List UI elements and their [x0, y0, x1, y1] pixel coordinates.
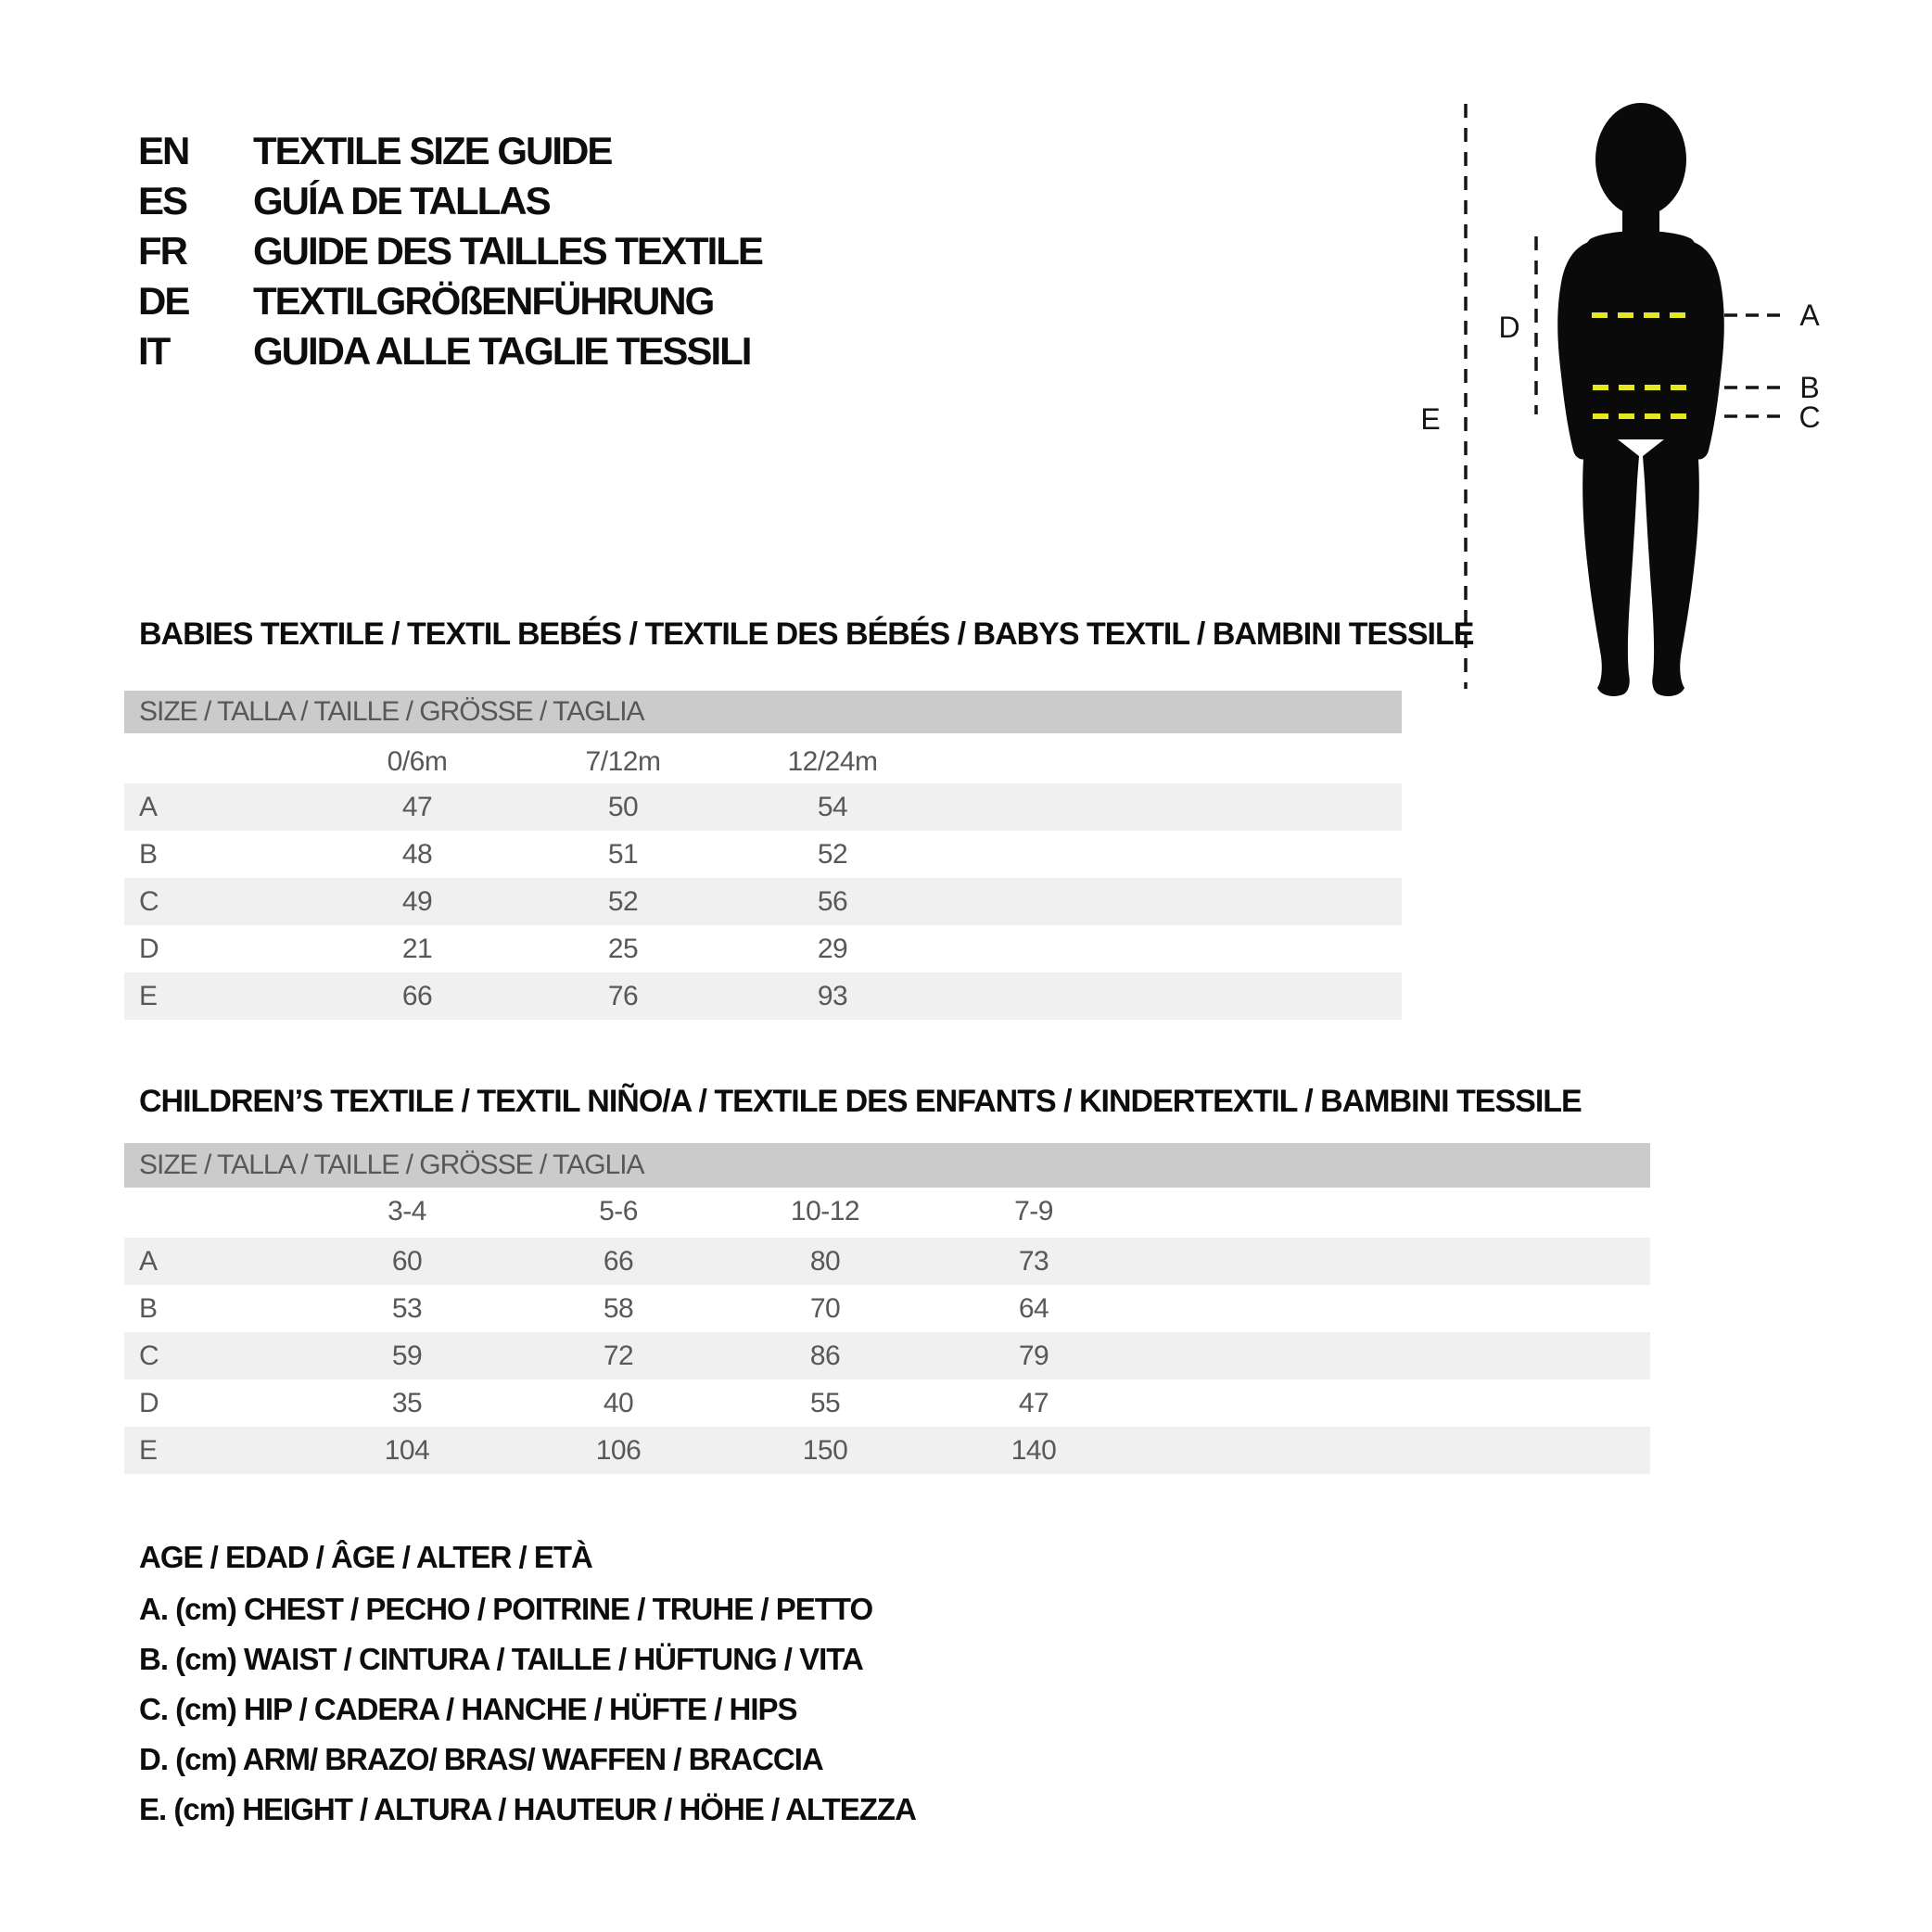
- lang-title: TEXTILE SIZE GUIDE: [253, 129, 612, 172]
- table-cell: 35: [391, 1388, 423, 1418]
- table-cell: 51: [607, 839, 639, 870]
- lang-code: FR: [138, 229, 186, 273]
- row-label: D: [139, 1388, 159, 1418]
- figure-label-b: B: [1799, 371, 1820, 404]
- babies-column-header-row: [124, 742, 1402, 782]
- table-cell: 55: [809, 1388, 841, 1418]
- row-label: C: [139, 1341, 159, 1371]
- table-cell: 106: [595, 1435, 642, 1466]
- children-size-header-bar: [124, 1143, 1650, 1188]
- children-table-row-b: [124, 1285, 1650, 1332]
- row-label: D: [139, 934, 159, 964]
- table-cell: 52: [607, 886, 639, 917]
- lang-code: ES: [138, 179, 187, 222]
- babies-table-row-b: [124, 831, 1402, 878]
- table-cell: 47: [1018, 1388, 1049, 1418]
- children-column-header: 5-6: [599, 1196, 638, 1227]
- children-table-row-e: [124, 1427, 1650, 1474]
- figure-label-a: A: [1799, 299, 1820, 332]
- table-cell: 52: [817, 839, 848, 870]
- table-cell: 93: [817, 981, 848, 1011]
- table-cell: 150: [802, 1435, 848, 1466]
- babies-column-header: 12/24m: [787, 746, 878, 777]
- lang-code: DE: [138, 279, 189, 323]
- table-cell: 66: [603, 1246, 634, 1277]
- table-cell: 79: [1018, 1341, 1049, 1371]
- children-table-row-c: [124, 1332, 1650, 1379]
- legend-line-hip: C. (cm) HIP / CADERA / HANCHE / HÜFTE / HIPS: [139, 1692, 797, 1726]
- table-cell: 58: [603, 1293, 634, 1324]
- legend-line-height: E. (cm) HEIGHT / ALTURA / HAUTEUR / HÖHE / ALTEZZA: [139, 1792, 916, 1826]
- children-table-row-d: [124, 1379, 1650, 1427]
- table-cell: 60: [391, 1246, 423, 1277]
- table-cell: 80: [809, 1246, 841, 1277]
- lang-title: TEXTILGRÖßENFÜHRUNG: [253, 279, 714, 323]
- children-table-row-a: [124, 1238, 1650, 1285]
- table-cell: 53: [391, 1293, 423, 1324]
- children-column-header: 3-4: [388, 1196, 426, 1227]
- child-silhouette: [1557, 103, 1724, 696]
- legend-line-arm: D. (cm) ARM/ BRAZO/ BRAS/ WAFFEN / BRACCIA: [139, 1742, 823, 1776]
- lang-title: GUIDE DES TAILLES TEXTILE: [253, 229, 762, 273]
- table-cell: 47: [401, 792, 433, 822]
- babies-table-row-c: [124, 878, 1402, 925]
- children-column-header: 10-12: [790, 1196, 860, 1227]
- babies-table-row-a: [124, 783, 1402, 831]
- row-label: E: [139, 981, 158, 1011]
- table-cell: 140: [1010, 1435, 1057, 1466]
- row-label: E: [139, 1435, 158, 1466]
- lang-title: GUIDA ALLE TAGLIE TESSILI: [253, 329, 751, 373]
- babies-size-header-text: SIZE / TALLA / TAILLE / GRÖSSE / TAGLIA: [139, 696, 644, 727]
- legend-line-waist: B. (cm) WAIST / CINTURA / TAILLE / HÜFTUNG / VITA: [139, 1642, 863, 1676]
- table-cell: 50: [607, 792, 639, 822]
- babies-column-header: 0/6m: [387, 746, 448, 777]
- row-label: A: [139, 792, 158, 822]
- babies-column-header: 7/12m: [585, 746, 661, 777]
- table-cell: 25: [607, 934, 639, 964]
- table-cell: 104: [384, 1435, 430, 1466]
- children-column-header-row: [124, 1191, 1650, 1232]
- babies-size-header-bar: [124, 691, 1402, 733]
- table-cell: 54: [817, 792, 848, 822]
- table-cell: 66: [401, 981, 433, 1011]
- table-cell: 49: [401, 886, 433, 917]
- table-cell: 21: [401, 934, 433, 964]
- table-cell: 29: [817, 934, 848, 964]
- legend-line-age: AGE / EDAD / ÂGE / ALTER / ETÀ: [139, 1540, 592, 1574]
- row-label: B: [139, 839, 158, 870]
- babies-table-row-e: [124, 972, 1402, 1020]
- lang-line-it: [138, 329, 750, 374]
- figure-label-d: D: [1498, 311, 1520, 344]
- lang-line-fr: [138, 229, 762, 273]
- children-column-header: 7-9: [1014, 1196, 1053, 1227]
- figure-label-c: C: [1799, 400, 1821, 434]
- babies-section-heading: BABIES TEXTILE / TEXTIL BEBÉS / TEXTILE DES BÉBÉS / BABYS TEXTIL / BAMBINI TESSILE: [139, 616, 1474, 652]
- lang-line-es: [138, 179, 550, 223]
- table-cell: 70: [809, 1293, 841, 1324]
- table-cell: 64: [1018, 1293, 1049, 1324]
- table-cell: 40: [603, 1388, 634, 1418]
- row-label: C: [139, 886, 159, 917]
- legend-line-chest: A. (cm) CHEST / PECHO / POITRINE / TRUHE / PETTO: [139, 1592, 873, 1626]
- table-cell: 76: [607, 981, 639, 1011]
- children-section-heading: CHILDREN’S TEXTILE / TEXTIL NIÑO/A / TEXTILE DES ENFANTS / KINDERTEXTIL / BAMBINI TESSILE: [139, 1084, 1582, 1119]
- children-size-header-text: SIZE / TALLA / TAILLE / GRÖSSE / TAGLIA: [139, 1150, 644, 1180]
- figure-label-e: E: [1420, 402, 1441, 436]
- babies-table-row-d: [124, 925, 1402, 972]
- table-cell: 48: [401, 839, 433, 870]
- lang-title: GUÍA DE TALLAS: [253, 179, 550, 222]
- table-cell: 73: [1018, 1246, 1049, 1277]
- lang-line-en: [138, 129, 611, 173]
- row-label: B: [139, 1293, 158, 1324]
- table-cell: 56: [817, 886, 848, 917]
- lang-code: EN: [138, 129, 189, 172]
- table-cell: 59: [391, 1341, 423, 1371]
- table-cell: 86: [809, 1341, 841, 1371]
- lang-code: IT: [138, 329, 170, 373]
- lang-line-de: [138, 279, 713, 324]
- table-cell: 72: [603, 1341, 634, 1371]
- row-label: A: [139, 1246, 158, 1277]
